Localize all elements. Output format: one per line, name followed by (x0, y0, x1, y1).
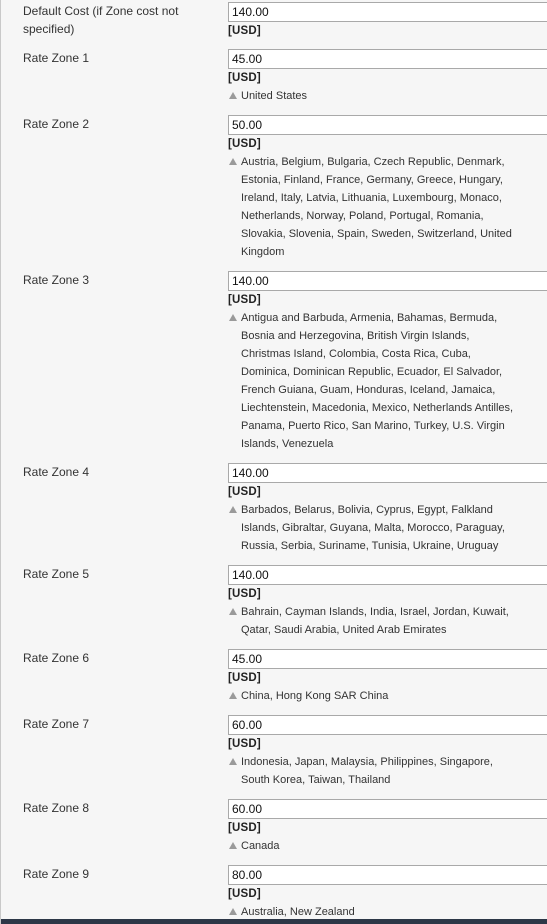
rate-zone-9-input[interactable] (228, 865, 547, 885)
rate-zone-4-input[interactable] (228, 463, 547, 483)
expand-triangle-icon[interactable] (228, 603, 241, 621)
expand-triangle-icon[interactable] (228, 309, 241, 327)
currency-label: [USD] (228, 294, 261, 306)
default-cost-input[interactable] (228, 2, 547, 22)
zone-countries[interactable] (228, 837, 518, 855)
zone-countries[interactable] (228, 309, 518, 453)
rate-zone-label: Rate Zone 3 (23, 273, 90, 287)
zone-countries-text: Indonesia, Japan, Malaysia, Philippines, Singapore, South Korea, Taiwan, Thailand (241, 756, 493, 786)
expand-triangle-icon[interactable] (228, 837, 241, 855)
rate-zone-label: Rate Zone 2 (23, 117, 90, 131)
rate-zone-7-input[interactable] (228, 715, 547, 735)
zone-countries[interactable] (228, 687, 518, 705)
currency-label: [USD] (228, 72, 261, 84)
rate-zone-2-input[interactable] (228, 115, 547, 135)
zone-countries[interactable] (228, 153, 518, 261)
rate-zone-8-input[interactable] (228, 799, 547, 819)
rate-zone-label: Rate Zone 5 (23, 567, 90, 581)
zone-countries-text: United States (241, 90, 308, 102)
zone-countries[interactable] (228, 501, 518, 555)
default-cost-label: Default Cost (if Zone cost not specified) (23, 4, 179, 36)
rate-zone-3-input[interactable] (228, 271, 547, 291)
currency-label: [USD] (228, 672, 261, 684)
zone-countries-text: Austria, Belgium, Bulgaria, Czech Republic, Denmark, Estonia, Finland, France, Germany, Greece, Hungary, Ireland, Italy, Latvia, Lithuania, Luxembourg, Monaco, Netherlands, Norway, Poland, Portugal, Romania, Slovakia, Slovenia, Spain, Sweden, Switzerland, United Kingdom (241, 156, 512, 258)
expand-triangle-icon[interactable] (228, 87, 241, 105)
zone-countries-text: Barbados, Belarus, Bolivia, Cyprus, Egypt, Falkland Islands, Gibraltar, Guyana, Malta, Morocco, Paraguay, Russia, Serbia, Suriname, Tunisia, Ukraine, Uruguay (241, 504, 505, 552)
currency-label: [USD] (228, 486, 261, 498)
currency-label: [USD] (228, 822, 261, 834)
zone-countries[interactable] (228, 603, 518, 639)
currency-label: [USD] (228, 25, 261, 37)
zone-countries[interactable] (228, 87, 518, 105)
zone-countries-text: Bahrain, Cayman Islands, India, Israel, Jordan, Kuwait, Qatar, Saudi Arabia, United Arab Emirates (241, 606, 509, 636)
rate-zone-5-input[interactable] (228, 565, 547, 585)
zone-countries-text: Australia, New Zealand (241, 906, 355, 918)
rate-zone-1-input[interactable] (228, 49, 547, 69)
rate-zone-label: Rate Zone 7 (23, 717, 90, 731)
expand-triangle-icon[interactable] (228, 153, 241, 171)
currency-label: [USD] (228, 138, 261, 150)
rate-zone-label: Rate Zone 8 (23, 801, 90, 815)
rate-zone-label: Rate Zone 6 (23, 651, 90, 665)
expand-triangle-icon[interactable] (228, 687, 241, 705)
rate-zone-label: Rate Zone 9 (23, 867, 90, 881)
rate-zone-6-input[interactable] (228, 649, 547, 669)
zone-countries-text: Canada (241, 840, 280, 852)
rate-zone-label: Rate Zone 1 (23, 51, 90, 65)
currency-label: [USD] (228, 738, 261, 750)
currency-label: [USD] (228, 588, 261, 600)
expand-triangle-icon[interactable] (228, 501, 241, 519)
expand-triangle-icon[interactable] (228, 753, 241, 771)
bottom-divider (1, 919, 547, 924)
rate-zone-label: Rate Zone 4 (23, 465, 90, 479)
zone-countries[interactable] (228, 753, 518, 789)
zone-countries-text: Antigua and Barbuda, Armenia, Bahamas, Bermuda, Bosnia and Herzegovina, British Virgin Islands, Christmas Island, Colombia, Costa Rica, Cuba, Dominica, Dominican Republic, Ecuador, El Salvador, French Guiana, Guam, Honduras, Iceland, Jamaica, Liechtenstein, Macedonia, Mexico, Netherlands Antilles, Panama, Puerto Rico, San Marino, Turkey, U.S. Virgin Islands, Venezuela (241, 312, 514, 450)
currency-label: [USD] (228, 888, 261, 900)
zone-countries-text: China, Hong Kong SAR China (241, 690, 389, 702)
